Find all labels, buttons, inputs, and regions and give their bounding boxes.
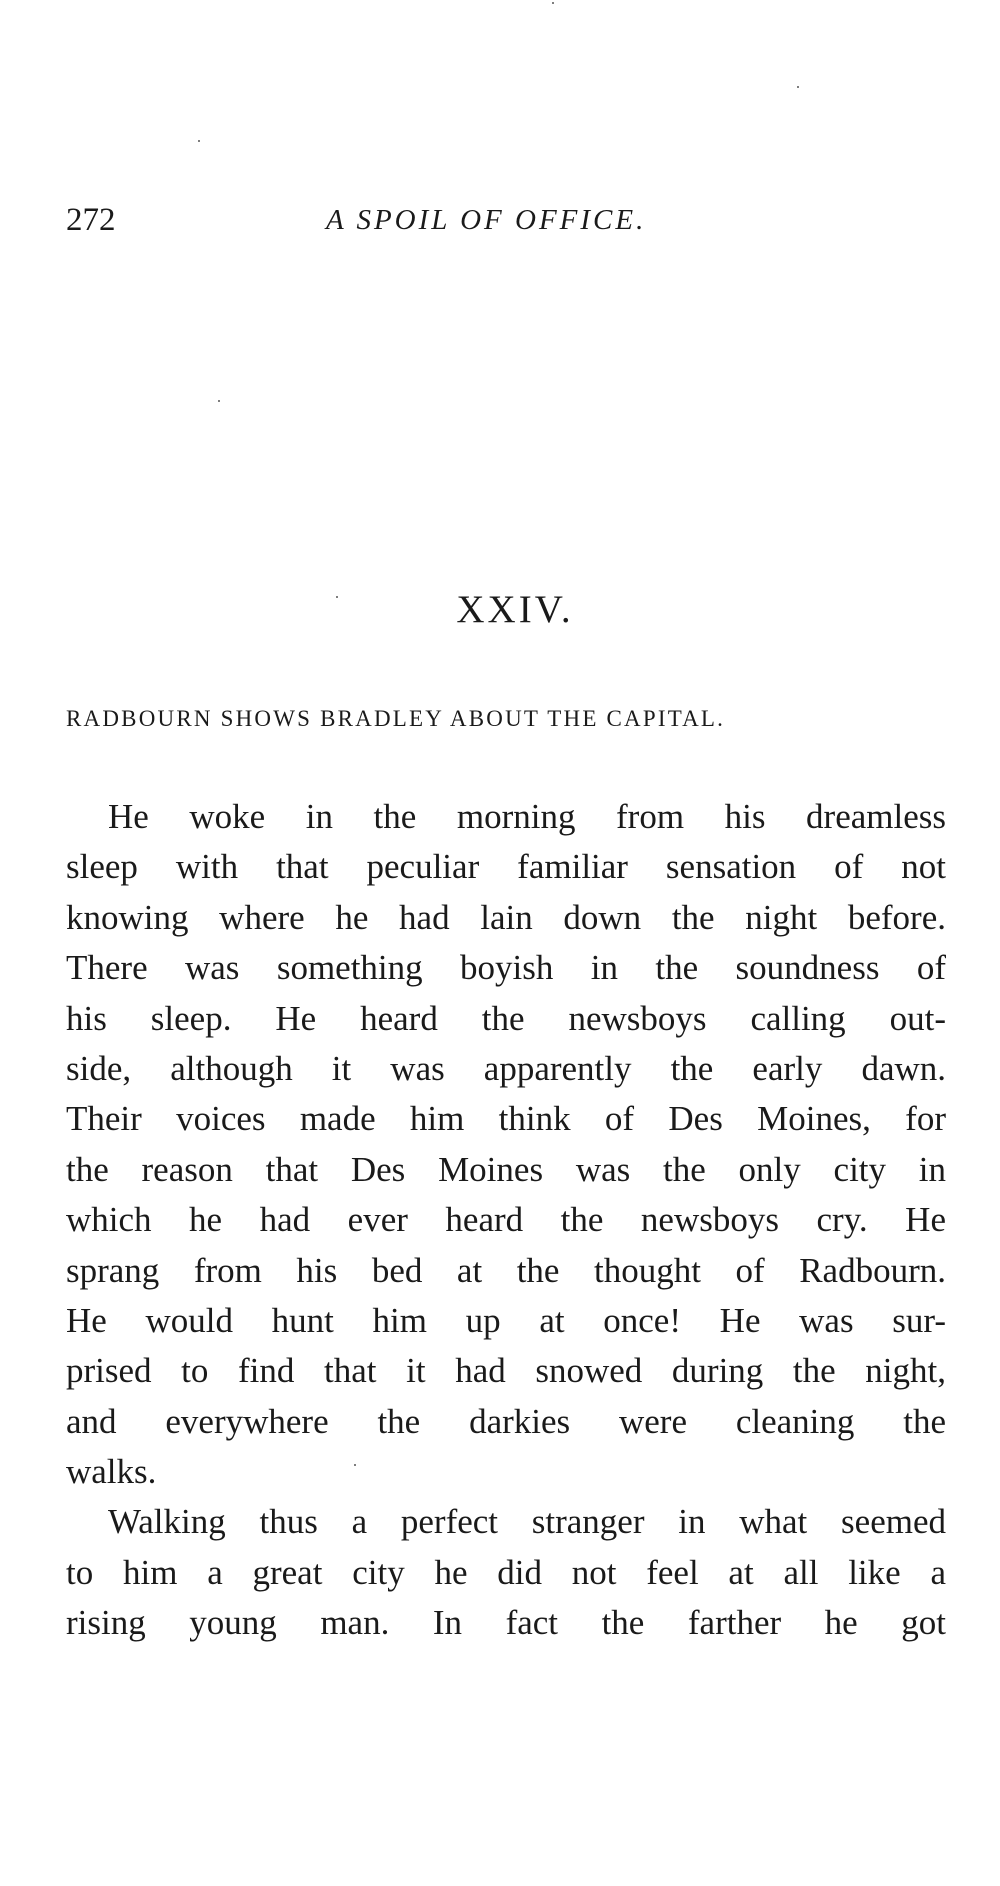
text-line: to him a great city he did not feel at all like a xyxy=(66,1552,946,1592)
text-line: sprang from his bed at the thought of Radbourn. xyxy=(66,1250,946,1290)
text-line: which he had ever heard the newsboys cry. He xyxy=(66,1200,946,1240)
running-head xyxy=(66,198,946,242)
text-line: There was something boyish in the soundness of xyxy=(66,948,946,988)
print-speck xyxy=(218,400,220,402)
text-line: Their voices made him think of Des Moines, for xyxy=(66,1099,946,1139)
text-line: his sleep. He heard the newsboys calling out- xyxy=(66,998,946,1038)
body-text xyxy=(66,792,946,1649)
text-line: the reason that Des Moines was the only city in xyxy=(66,1149,946,1189)
text-line: rising young man. In fact the farther he got xyxy=(66,1603,946,1643)
text-line: sleep with that peculiar familiar sensation of not xyxy=(66,847,946,887)
text-line: He would hunt him up at once! He was sur- xyxy=(66,1300,946,1340)
text-line: walks. xyxy=(66,1452,157,1492)
page-number: 272 xyxy=(66,202,116,238)
paragraph xyxy=(66,1497,946,1648)
book-title: A SPOIL OF OFFICE. xyxy=(326,204,647,236)
text-line: knowing where he had lain down the night before. xyxy=(66,897,946,937)
text-line: and everywhere the darkies were cleaning the xyxy=(66,1401,946,1441)
chapter-title: RADBOURN SHOWS BRADLEY ABOUT THE CAPITAL. xyxy=(66,706,726,731)
chapter-number: XXIV. xyxy=(456,588,574,631)
print-speck xyxy=(198,140,200,142)
text-line: side, although it was apparently the early dawn. xyxy=(66,1048,946,1088)
print-speck xyxy=(797,86,799,88)
text-line: He woke in the morning from his dreamless xyxy=(108,797,946,836)
text-line: Walking thus a perfect stranger in what seemed xyxy=(108,1502,946,1542)
paragraph xyxy=(66,792,946,1497)
text-line: prised to find that it had snowed during the night, xyxy=(66,1351,946,1391)
print-speck xyxy=(552,2,554,4)
